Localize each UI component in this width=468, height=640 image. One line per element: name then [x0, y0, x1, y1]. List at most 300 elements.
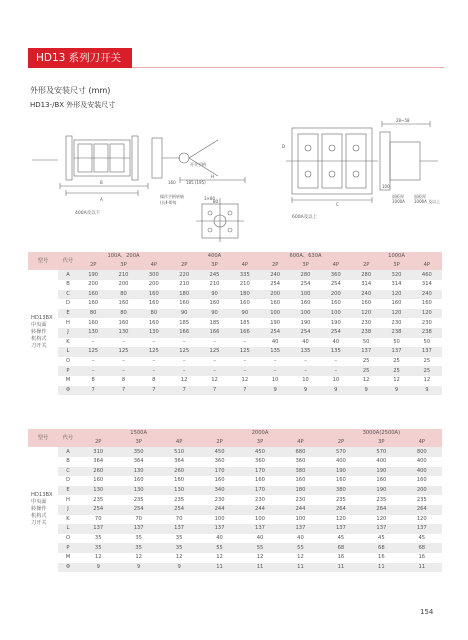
table-cell: 200: [108, 280, 138, 290]
table-cell: 166: [230, 328, 260, 338]
header-group: 2000A: [199, 429, 320, 438]
table-cell: 120: [361, 515, 401, 525]
table-cell: 450: [199, 447, 239, 457]
header-pole: 3P: [108, 261, 138, 270]
table-cell: 135: [290, 347, 320, 357]
row-code: P: [58, 543, 78, 553]
table-cell: 7: [139, 386, 169, 396]
table-cell: 160: [169, 299, 199, 309]
table-cell: 314: [412, 280, 442, 290]
table-cell: 230: [351, 318, 381, 328]
row-code: K: [58, 515, 78, 525]
table-cell: 210: [199, 280, 229, 290]
table-row: [28, 524, 442, 534]
row-code: Φ: [58, 563, 78, 573]
table-cell: 160: [199, 476, 239, 486]
header-code: 代号: [58, 252, 78, 270]
table-cell: 45: [402, 534, 442, 544]
table-cell: 35: [159, 534, 199, 544]
table-cell: 25: [412, 366, 442, 376]
table-cell: 130: [139, 328, 169, 338]
header-group: 1000A: [351, 252, 442, 261]
table-cell: 160: [321, 476, 361, 486]
table-cell: 190: [361, 486, 401, 496]
table-cell: 8: [108, 376, 138, 386]
table-cell: 160: [78, 299, 108, 309]
model-name-line: 机构式: [31, 513, 47, 520]
header-pole: 2P: [199, 438, 239, 447]
table-cell: –: [290, 357, 320, 367]
table-cell: 190: [260, 318, 290, 328]
table-cell: 137: [280, 524, 320, 534]
table-cell: 244: [280, 505, 320, 515]
table-cell: 10: [321, 376, 351, 386]
table-cell: 160: [108, 299, 138, 309]
table-cell: 35: [78, 543, 118, 553]
note-panel-2b: 1000A 及以上: [414, 199, 441, 204]
table-cell: 170: [199, 467, 239, 477]
table-cell: 160: [412, 299, 442, 309]
table-cell: 12: [199, 376, 229, 386]
table-cell: 160: [402, 476, 442, 486]
table-cell: 380: [280, 467, 320, 477]
table-cell: 160: [139, 290, 169, 300]
table-cell: 160: [280, 476, 320, 486]
dim-label-c: C: [336, 202, 339, 207]
table-cell: 160: [321, 299, 351, 309]
table-cell: 35: [159, 543, 199, 553]
table-cell: 11: [240, 563, 280, 573]
table-cell: 9: [381, 386, 411, 396]
table-cell: 12: [159, 553, 199, 563]
row-code: J: [58, 505, 78, 515]
table-row: [28, 486, 442, 496]
table-cell: 70: [118, 515, 158, 525]
table-cell: 12: [169, 376, 199, 386]
table-cell: 55: [199, 543, 239, 553]
table-row: [28, 280, 442, 290]
table-cell: 12: [240, 553, 280, 563]
model-name-line: HD13BX: [31, 315, 53, 322]
table-cell: –: [169, 338, 199, 348]
table-cell: 254: [118, 505, 158, 515]
table-cell: 100: [290, 290, 320, 300]
table-cell: 12: [381, 376, 411, 386]
model-name-line: 机构式: [31, 336, 47, 343]
table-cell: 360: [321, 270, 351, 280]
table-cell: 260: [78, 467, 118, 477]
right-caption: 600A及以上: [292, 215, 318, 220]
table-cell: 254: [78, 505, 118, 515]
dim-label-a: A: [100, 197, 103, 202]
table-cell: 200: [402, 486, 442, 496]
table-cell: 238: [381, 328, 411, 338]
table-cell: 120: [381, 290, 411, 300]
header-pole: 4P: [321, 261, 351, 270]
table-cell: 35: [118, 534, 158, 544]
page-number: 154: [420, 608, 434, 616]
table-cell: 360: [240, 457, 280, 467]
table-cell: 510: [159, 447, 199, 457]
table-cell: 11: [321, 563, 361, 573]
table-cell: 11: [280, 563, 320, 573]
table-cell: 210: [108, 270, 138, 280]
table-cell: 360: [280, 457, 320, 467]
table-cell: 190: [361, 467, 401, 477]
table-cell: 160: [290, 299, 320, 309]
table-cell: 12: [230, 376, 260, 386]
table-cell: 380: [321, 486, 361, 496]
table-cell: 254: [159, 505, 199, 515]
header-pole: 4P: [412, 261, 442, 270]
row-code: C: [58, 290, 78, 300]
dim-label-80: 80: [213, 199, 219, 204]
table-cell: 160: [108, 318, 138, 328]
table-cell: 120: [351, 309, 381, 319]
table-row: [28, 347, 442, 357]
table-cell: 11: [199, 563, 239, 573]
table-cell: 11: [402, 563, 442, 573]
table-cell: 160: [230, 299, 260, 309]
table-cell: 400: [361, 457, 401, 467]
table-cell: 25: [351, 357, 381, 367]
table-cell: 360: [199, 457, 239, 467]
table-cell: 130: [118, 486, 158, 496]
table-cell: 210: [169, 280, 199, 290]
table-cell: 55: [280, 543, 320, 553]
model-name-line: HD13BX: [31, 492, 53, 499]
header-model: 型号: [28, 429, 58, 447]
table-cell: 137: [351, 347, 381, 357]
row-code: B: [58, 457, 78, 467]
table-row: [28, 357, 442, 367]
row-code: P: [58, 366, 78, 376]
table-cell: 170: [240, 467, 280, 477]
table-cell: 10: [290, 376, 320, 386]
model-name-line: 中央面: [31, 322, 47, 329]
table-row: [28, 495, 442, 505]
table-row: [28, 457, 442, 467]
table-cell: 12: [351, 376, 381, 386]
row-code: O: [58, 357, 78, 367]
header-group: 3000A(2500A): [321, 429, 442, 438]
table-row: [28, 309, 442, 319]
dim-label-100: 100: [382, 184, 390, 189]
table-cell: 125: [108, 347, 138, 357]
spec-table-2: [28, 429, 442, 572]
header-pole: 2P: [321, 438, 361, 447]
table-cell: 400: [321, 457, 361, 467]
table-cell: 137: [199, 524, 239, 534]
table-cell: 400: [402, 467, 442, 477]
table-cell: 55: [240, 543, 280, 553]
table-cell: 245: [199, 270, 229, 280]
table-cell: 25: [351, 366, 381, 376]
table-row: [28, 467, 442, 477]
table-cell: 137: [361, 524, 401, 534]
dim-label-28: 28~58: [396, 118, 410, 123]
table-cell: 137: [240, 524, 280, 534]
header-pole: 4P: [139, 261, 169, 270]
table-cell: 160: [199, 299, 229, 309]
header-pole: 4P: [159, 438, 199, 447]
table-cell: 450: [240, 447, 280, 457]
table-cell: 180: [169, 290, 199, 300]
table-cell: 200: [260, 290, 290, 300]
row-code: B: [58, 280, 78, 290]
header-pole: 3P: [199, 261, 229, 270]
table-cell: –: [321, 366, 351, 376]
table-cell: 16: [361, 553, 401, 563]
table-cell: 40: [290, 338, 320, 348]
table-cell: 40: [321, 338, 351, 348]
table-cell: 180: [230, 290, 260, 300]
table-row: [28, 505, 442, 515]
table-cell: –: [108, 366, 138, 376]
table-cell: 7: [108, 386, 138, 396]
table-row: [28, 328, 442, 338]
table-cell: 12: [199, 553, 239, 563]
header-group: 400A: [169, 252, 260, 261]
table-cell: 190: [321, 318, 351, 328]
left-drawing: [32, 136, 245, 242]
table-cell: 7: [78, 386, 108, 396]
model-name: [28, 447, 58, 572]
dim-label-d: D: [282, 144, 286, 149]
table-cell: –: [290, 366, 320, 376]
row-code: J: [58, 328, 78, 338]
table-cell: 160: [361, 476, 401, 486]
table-cell: 68: [321, 543, 361, 553]
table-cell: –: [230, 338, 260, 348]
table-cell: 130: [118, 467, 158, 477]
table-cell: 80: [108, 290, 138, 300]
table-cell: 254: [321, 328, 351, 338]
table-cell: 125: [230, 347, 260, 357]
table-row: [28, 543, 442, 553]
table-cell: 35: [78, 534, 118, 544]
table-cell: –: [78, 357, 108, 367]
table-cell: 235: [118, 495, 158, 505]
table-cell: 230: [240, 495, 280, 505]
row-code: M: [58, 553, 78, 563]
table-row: [28, 270, 442, 280]
row-code: H: [58, 318, 78, 328]
table-cell: 125: [169, 347, 199, 357]
table-cell: –: [108, 338, 138, 348]
row-code: M: [58, 376, 78, 386]
table-row: [28, 366, 442, 376]
table-cell: 9: [260, 386, 290, 396]
table-cell: 12: [78, 553, 118, 563]
table-cell: 314: [351, 280, 381, 290]
dimension-drawing: [30, 118, 444, 248]
table-cell: 314: [381, 280, 411, 290]
table-cell: 40: [240, 534, 280, 544]
row-code: L: [58, 524, 78, 534]
table-cell: 137: [381, 347, 411, 357]
table-cell: 35: [118, 543, 158, 553]
note-panel-1: 面板厚: [392, 194, 404, 199]
table-cell: 130: [159, 486, 199, 496]
table-cell: 12: [280, 553, 320, 563]
table-cell: 260: [159, 467, 199, 477]
note-panel-1b: 1000A: [392, 199, 405, 204]
table-cell: 120: [381, 309, 411, 319]
table-cell: 230: [199, 495, 239, 505]
row-code: O: [58, 534, 78, 544]
table-cell: –: [230, 357, 260, 367]
table-cell: 70: [159, 515, 199, 525]
table-cell: 254: [260, 280, 290, 290]
table-cell: 364: [118, 457, 158, 467]
page-header-title: HD13 系列刀开关: [36, 52, 122, 64]
table-cell: 254: [290, 328, 320, 338]
table-row: [28, 563, 442, 573]
table-cell: 100: [321, 309, 351, 319]
table-cell: –: [169, 357, 199, 367]
table-cell: 160: [139, 318, 169, 328]
table-cell: 9: [351, 386, 381, 396]
table-cell: 264: [361, 505, 401, 515]
table-cell: 160: [240, 476, 280, 486]
table-cell: 100: [199, 515, 239, 525]
model-name-line: 刀开关: [31, 343, 47, 350]
table-cell: –: [260, 357, 290, 367]
table-cell: 9: [78, 563, 118, 573]
table-row: [28, 476, 442, 486]
row-code: D: [58, 476, 78, 486]
table-cell: 130: [78, 486, 118, 496]
table-cell: 200: [321, 290, 351, 300]
table-cell: 210: [230, 280, 260, 290]
table-row: [28, 376, 442, 386]
table-cell: 200: [78, 280, 108, 290]
note-panel-2: 面板厚: [414, 194, 426, 199]
table-cell: 9: [412, 386, 442, 396]
table-cell: 50: [412, 338, 442, 348]
header-pole: 2P: [78, 261, 108, 270]
table-cell: 130: [78, 328, 108, 338]
row-code: E: [58, 309, 78, 319]
left-caption: 400A及以下: [75, 211, 101, 216]
table-cell: 25: [381, 357, 411, 367]
table-cell: 185: [199, 318, 229, 328]
table-cell: 230: [381, 318, 411, 328]
table-cell: 100: [290, 309, 320, 319]
table-row: [28, 553, 442, 563]
dim-label-h: H: [211, 174, 215, 179]
table-row: [28, 534, 442, 544]
table-cell: 9: [159, 563, 199, 573]
table-cell: 400: [402, 457, 442, 467]
table-cell: –: [169, 366, 199, 376]
table-cell: 680: [280, 447, 320, 457]
model-name: [28, 270, 58, 395]
table-cell: 90: [169, 309, 199, 319]
table-cell: 137: [402, 524, 442, 534]
table-cell: 135: [260, 347, 290, 357]
table-cell: 220: [169, 270, 199, 280]
table-cell: 120: [321, 515, 361, 525]
handle-note-2: (长Ⅱ-Ⅱ)每: [160, 200, 177, 205]
table-cell: 80: [139, 309, 169, 319]
table-cell: 235: [321, 495, 361, 505]
section-title: 外形及安装尺寸 (mm): [30, 86, 111, 95]
table-cell: 310: [78, 447, 118, 457]
table-cell: 460: [412, 270, 442, 280]
spec-table-1: [28, 252, 442, 395]
table-row: [28, 515, 442, 525]
header-code: 代号: [58, 429, 78, 447]
table-cell: 137: [321, 524, 361, 534]
table-cell: 137: [118, 524, 158, 534]
table-cell: 120: [412, 309, 442, 319]
table-cell: 190: [290, 318, 320, 328]
table-cell: 570: [321, 447, 361, 457]
table-cell: –: [108, 357, 138, 367]
table-cell: 100: [280, 515, 320, 525]
table-cell: 135: [321, 347, 351, 357]
header-pole: 2P: [169, 261, 199, 270]
table-cell: 240: [412, 290, 442, 300]
table-cell: –: [260, 366, 290, 376]
table-cell: 125: [139, 347, 169, 357]
dim-label-185: 185 (195): [186, 180, 206, 185]
table-cell: 90: [199, 290, 229, 300]
header-group: 1500A: [78, 429, 199, 438]
header-pole: 2P: [78, 438, 118, 447]
table-cell: 45: [321, 534, 361, 544]
table-cell: 166: [169, 328, 199, 338]
table-row: [28, 318, 442, 328]
table-cell: 9: [118, 563, 158, 573]
table-cell: 137: [159, 524, 199, 534]
header-pole: 4P: [402, 438, 442, 447]
table-cell: 235: [361, 495, 401, 505]
table-cell: 8: [139, 376, 169, 386]
table-cell: 364: [159, 457, 199, 467]
row-code: K: [58, 338, 78, 348]
table-cell: 160: [159, 476, 199, 486]
table-cell: 800: [402, 447, 442, 457]
handle-note: 操作手柄转轴: [160, 194, 184, 199]
table-cell: 570: [361, 447, 401, 457]
table-cell: 90: [199, 309, 229, 319]
table-cell: 137: [412, 347, 442, 357]
table-cell: 40: [199, 534, 239, 544]
table-cell: 264: [321, 505, 361, 515]
table-cell: 25: [381, 366, 411, 376]
table-cell: 160: [78, 290, 108, 300]
table-cell: 300: [139, 270, 169, 280]
header-pole: 3P: [361, 438, 401, 447]
table-cell: 235: [402, 495, 442, 505]
table-cell: 16: [402, 553, 442, 563]
table-cell: 8: [78, 376, 108, 386]
table-row: [28, 386, 442, 396]
table-cell: 170: [240, 486, 280, 496]
table-cell: 130: [108, 328, 138, 338]
table-cell: –: [139, 357, 169, 367]
table-cell: 230: [280, 495, 320, 505]
model-name-line: 刀开关: [31, 520, 47, 527]
dim-label-b: B: [100, 180, 103, 185]
table-cell: 80: [108, 309, 138, 319]
table-cell: 185: [230, 318, 260, 328]
table-cell: –: [199, 366, 229, 376]
table-cell: –: [78, 338, 108, 348]
